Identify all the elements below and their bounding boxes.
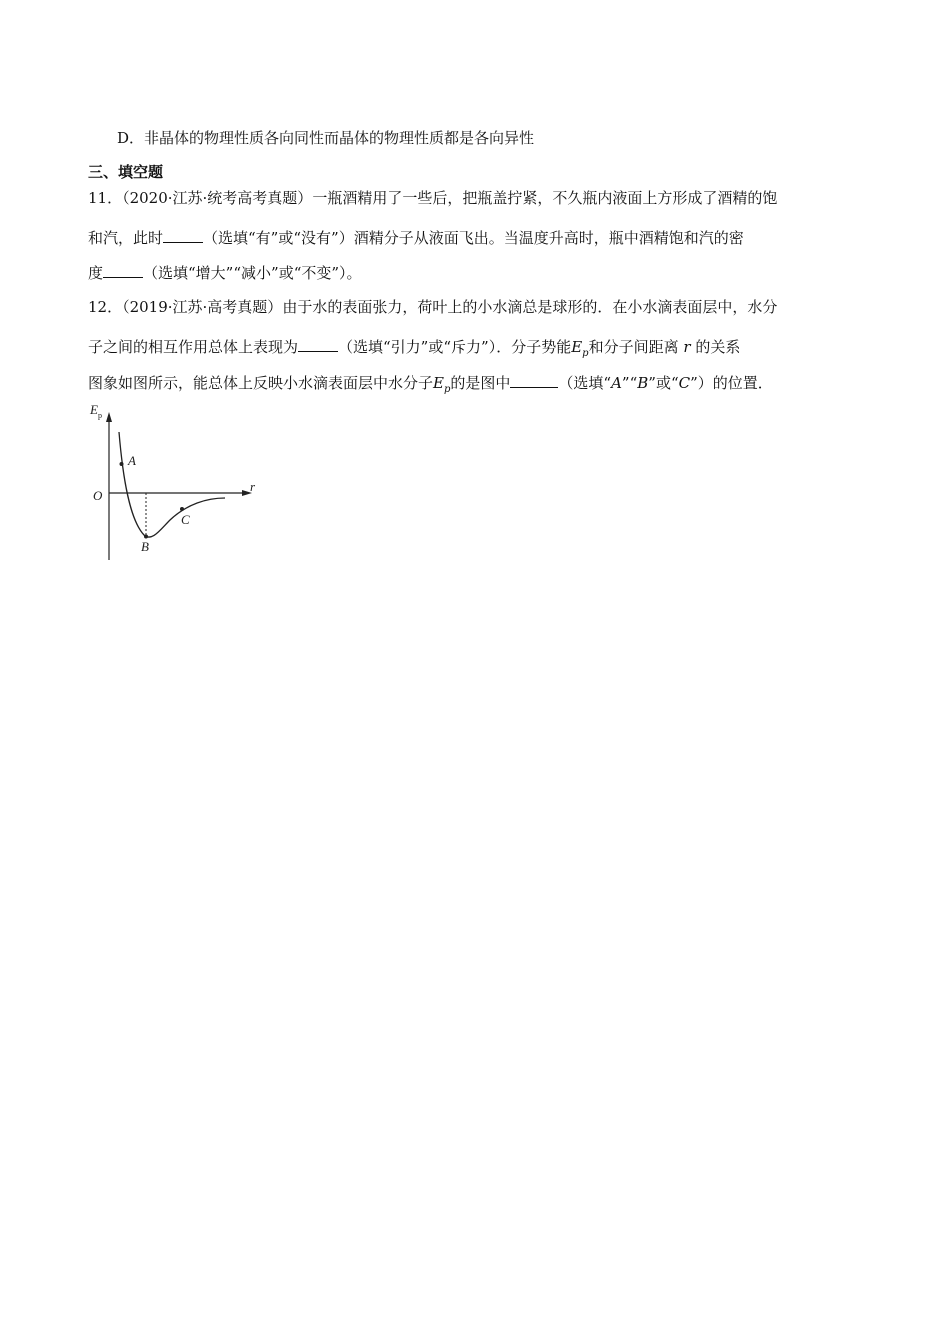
question-12-line-2 <box>88 336 854 364</box>
ep-subscript: p <box>582 348 589 359</box>
point-a-label: A <box>128 453 136 468</box>
question-text: ”或“ <box>648 374 679 392</box>
ep-symbol: E <box>571 338 583 356</box>
y-axis-arrow <box>106 412 112 422</box>
option-c-label: C <box>678 374 691 392</box>
ep-symbol: E <box>433 374 444 392</box>
r-symbol: r <box>683 338 691 356</box>
question-number: 11． <box>88 189 123 207</box>
question-text: ”“ <box>621 374 638 392</box>
question-11-line-3 <box>88 262 854 283</box>
point-b <box>144 535 148 539</box>
point-a <box>120 462 124 466</box>
y-axis-subscript: p <box>98 411 102 420</box>
question-text: 图象如图所示，能总体上反映小水滴表面层中水分子 <box>88 374 434 392</box>
ep-subscript: p <box>443 384 451 395</box>
question-text: ”）的位置． <box>690 374 773 392</box>
question-text: （选填“引力”或“斥力”）．分子势能 <box>338 338 572 356</box>
question-text: 的关系 <box>695 338 741 356</box>
answer-blank[interactable] <box>510 372 558 388</box>
question-text: 和汽，此时 <box>88 229 164 247</box>
question-text: 和分子间距离 <box>588 338 679 356</box>
answer-blank[interactable] <box>103 262 143 278</box>
question-text: 由于水的表面张力，荷叶上的小水滴总是球形的．在小水滴表面层中，水分 <box>282 298 778 316</box>
ep-curve <box>119 432 225 537</box>
potential-energy-figure <box>82 400 272 565</box>
question-text: 的是图中 <box>450 374 511 392</box>
question-text: （选填“有”或“没有”）酒精分子从液面飞出。当温度升高时，瓶中酒精饱和汽的密 <box>203 229 744 247</box>
question-11-line-2 <box>88 227 854 248</box>
question-source: （2019·江苏·高考真题） <box>122 298 283 316</box>
option-d: D．非晶体的物理性质各向同性而晶体的物理性质都是各向异性 <box>117 129 535 147</box>
option-a-label: A <box>611 374 622 392</box>
x-axis-label: r <box>250 479 256 494</box>
question-text: 子之间的相互作用总体上表现为 <box>88 338 299 356</box>
answer-blank[interactable] <box>298 336 338 352</box>
question-text: （选填“增大”“减小”或“不变”）。 <box>143 264 362 282</box>
point-c-label: C <box>181 512 190 527</box>
question-text: （选填“ <box>558 374 612 392</box>
question-11-line-1 <box>88 188 854 208</box>
question-12-line-1 <box>88 297 854 317</box>
question-12-line-3 <box>88 372 854 400</box>
question-text: 一瓶酒精用了一些后，把瓶盖拧紧，不久瓶内液面上方形成了酒精的饱 <box>312 189 778 207</box>
point-b-label: B <box>141 539 149 554</box>
option-b-label: B <box>637 374 649 392</box>
question-text: 度 <box>88 264 104 282</box>
question-source: （2020·江苏·统考高考真题） <box>122 189 313 207</box>
section-title: 三、填空题 <box>88 163 164 181</box>
point-c <box>180 507 184 511</box>
question-number: 12． <box>88 298 123 316</box>
y-axis-label: E <box>90 402 98 417</box>
answer-blank[interactable] <box>163 227 203 243</box>
origin-label: O <box>93 488 103 503</box>
